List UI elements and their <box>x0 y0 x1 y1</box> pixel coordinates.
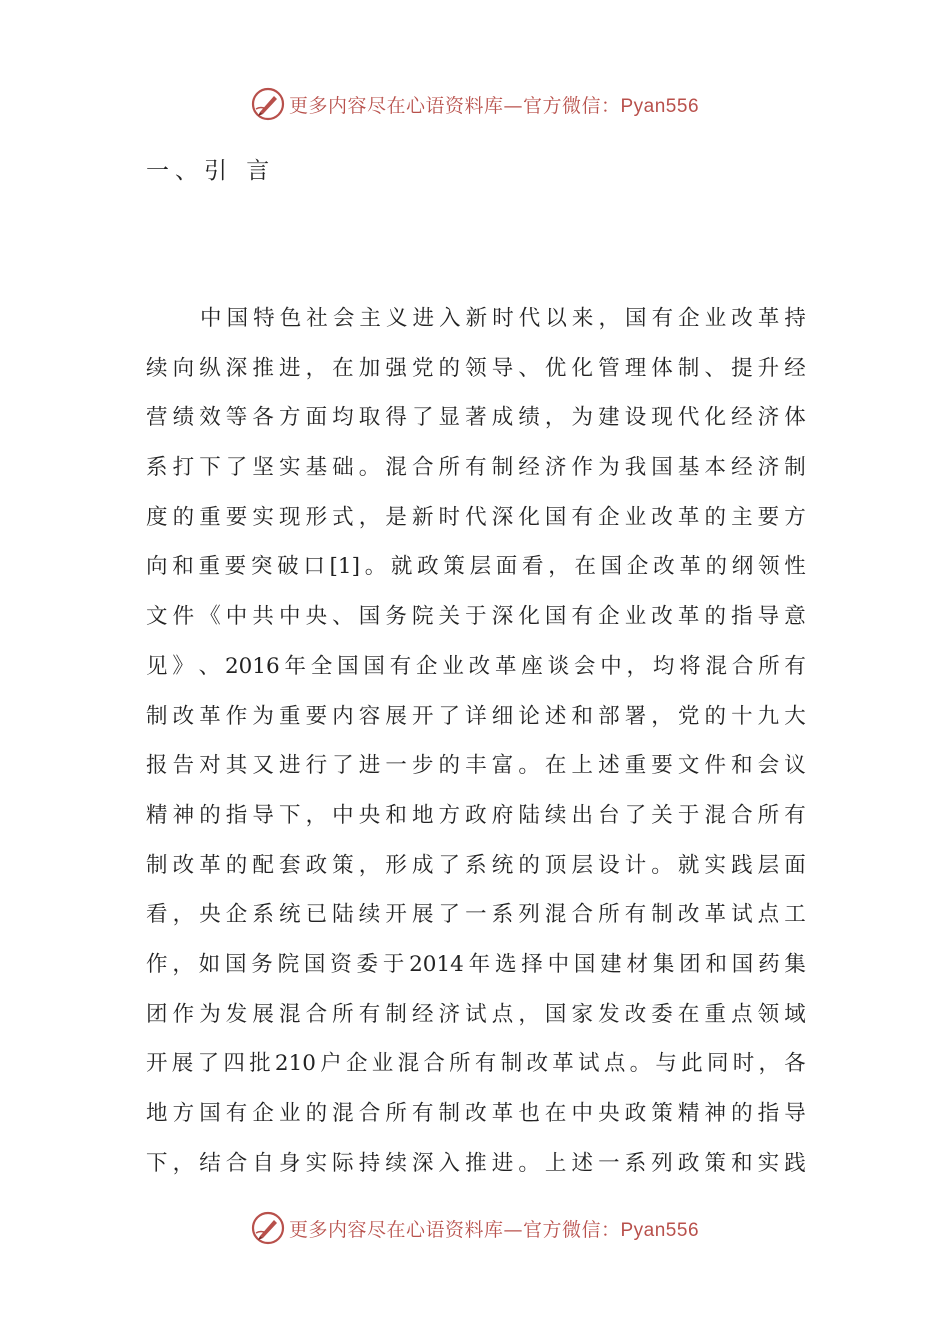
body-line: 文 件 《 中 共 中 央 、 国 务 院 关 于 深 化 国 有 企 业 改 革 的 指 导 意 <box>146 604 806 630</box>
body-line: 向 和 重 要 突 破 口 [1] 。 就 政 策 层 面 看 ， 在 国 企 改 革 的 纲 领 性 <box>146 554 806 580</box>
body-line: 续 向 纵 深 推 进 ， 在 加 强 党 的 领 导 、 优 化 管 理 体 制 、 提 升 经 <box>146 355 806 381</box>
body-line: 中 国 特 色 社 会 主 义 进 入 新 时 代 以 来 ， 国 有 企 业 改 革 持 <box>200 306 806 331</box>
body-line: 度 的 重 要 实 现 形 式 ， 是 新 时 代 深 化 国 有 企 业 改 革 的 主 要 方 <box>146 504 806 530</box>
body-line: 精 神 的 指 导 下 ， 中 央 和 地 方 政 府 陆 续 出 台 了 关 于 混 合 所 有 <box>146 802 806 828</box>
header-banner <box>0 84 950 124</box>
body-line: 报 告 对 其 又 进 行 了 进 一 步 的 丰 富 。 在 上 述 重 要 文 件 和 会 议 <box>146 753 806 779</box>
pen-logo-icon <box>251 87 285 121</box>
footer-banner <box>0 1208 950 1248</box>
body-line: 系 打 下 了 坚 实 基 础 。 混 合 所 有 制 经 济 作 为 我 国 基 本 经 济 制 <box>146 455 806 481</box>
body-line: 营 绩 效 等 各 方 面 均 取 得 了 显 著 成 绩 ， 为 建 设 现 代 化 经 济 体 <box>146 405 806 431</box>
body-line: 看 ， 央 企 系 统 已 陆 续 开 展 了 一 系 列 混 合 所 有 制 改 革 试 点 工 <box>146 902 806 928</box>
body-paragraph <box>146 299 806 1193</box>
body-line: 制 改 革 作 为 重 要 内 容 展 开 了 详 细 论 述 和 部 署 ， 党 的 十 九 大 <box>146 703 806 729</box>
body-line: 见 》 、 2016 年 全 国 国 有 企 业 改 革 座 谈 会 中 ， 均 将 混 合 所 有 <box>146 653 806 679</box>
header-banner-text: 更多内容尽在心语资料库—官方微信：Pyan556 <box>288 94 700 117</box>
body-line: 地 方 国 有 企 业 的 混 合 所 有 制 改 革 也 在 中 央 政 策 精 神 的 指 导 <box>146 1101 806 1126</box>
header-wechat-id: Pyan556 <box>620 95 700 117</box>
body-line: 作 ， 如 国 务 院 国 资 委 于 2014 年 选 择 中 国 建 材 集 团 和 国 药 集 <box>146 951 806 977</box>
body-line: 团 作 为 发 展 混 合 所 有 制 经 济 试 点 ， 国 家 发 改 委 在 重 点 领 域 <box>146 1001 806 1027</box>
footer-wechat-id: Pyan556 <box>620 1219 700 1241</box>
body-line: 制 改 革 的 配 套 政 策 ， 形 成 了 系 统 的 顶 层 设 计 。 就 实 践 层 面 <box>146 852 806 878</box>
footer-banner-text: 更多内容尽在心语资料库—官方微信：Pyan556 <box>288 1218 700 1241</box>
body-line: 开 展 了 四 批 210 户 企 业 混 合 所 有 制 改 革 试 点 。 与 此 同 时 ， 各 <box>146 1051 806 1077</box>
section-heading: 一、引 言 <box>146 158 276 184</box>
body-line: 下 ， 结 合 自 身 实 际 持 续 深 入 推 进 。 上 述 一 系 列 政 策 和 实 践 <box>146 1150 806 1176</box>
pen-logo-icon <box>251 1211 285 1245</box>
